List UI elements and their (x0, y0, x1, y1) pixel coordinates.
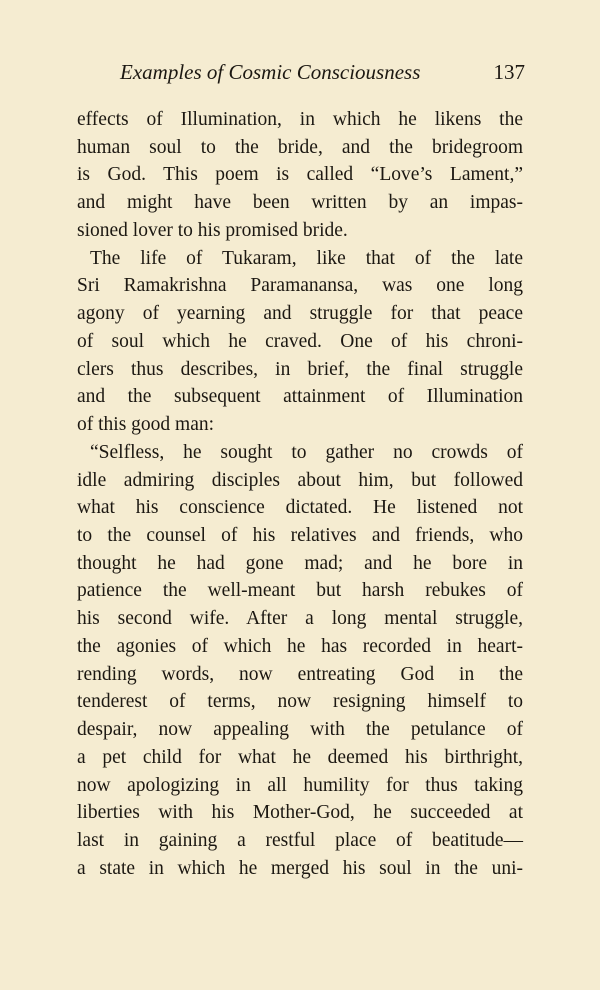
text-line: agony of yearning and struggle for that peace (77, 303, 523, 325)
text-line: is God. This poem is called “Love’s Lament,” (77, 164, 523, 186)
text-line: sioned lover to his promised bride. (77, 219, 348, 241)
text-line: to the counsel of his relatives and friends, who (77, 525, 523, 547)
text-line: a state in which he merged his soul in the uni- (77, 857, 523, 879)
text-line: human soul to the bride, and the bridegroom (77, 136, 523, 158)
text-line: despair, now appealing with the petulance of (77, 719, 523, 741)
text-line: his second wife. After a long mental struggle, (77, 608, 523, 630)
text-line: thought he had gone mad; and he bore in (77, 552, 523, 574)
text-line: Sri Ramakrishna Paramanansa, was one long (77, 275, 523, 297)
text-line: and the subsequent attainment of Illumination (77, 386, 523, 408)
text-line: idle admiring disciples about him, but followed (77, 469, 523, 491)
text-line: a pet child for what he deemed his birthright, (77, 746, 523, 768)
text-line: “Selfless, he sought to gather no crowds of (90, 441, 523, 463)
page-header (120, 60, 525, 90)
text-line: patience the well-meant but harsh rebukes of (77, 580, 523, 602)
page-number: 137 (493, 60, 525, 84)
text-line: now apologizing in all humility for thus taking (77, 774, 523, 796)
text-line: and might have been written by an impas- (77, 192, 523, 214)
text-line: of soul which he craved. One of his chroni- (77, 330, 523, 352)
text-line: what his conscience dictated. He listened not (77, 497, 523, 519)
text-line: effects of Illumination, in which he likens the (77, 109, 523, 130)
text-line: The life of Tukaram, like that of the late (90, 247, 523, 269)
text-line: of this good man: (77, 414, 215, 436)
text-line: tenderest of terms, now resigning himself to (77, 691, 523, 713)
text-line: rending words, now entreating God in the (77, 663, 523, 685)
text-line: the agonies of which he has recorded in heart- (77, 635, 523, 657)
running-title: Examples of Cosmic Consciousness (120, 60, 421, 84)
body-text (77, 106, 523, 883)
text-line: liberties with his Mother-God, he succeeded at (77, 802, 523, 824)
text-line: last in gaining a restful place of beatitude— (77, 830, 523, 852)
text-line: clers thus describes, in brief, the final struggle (77, 358, 523, 380)
